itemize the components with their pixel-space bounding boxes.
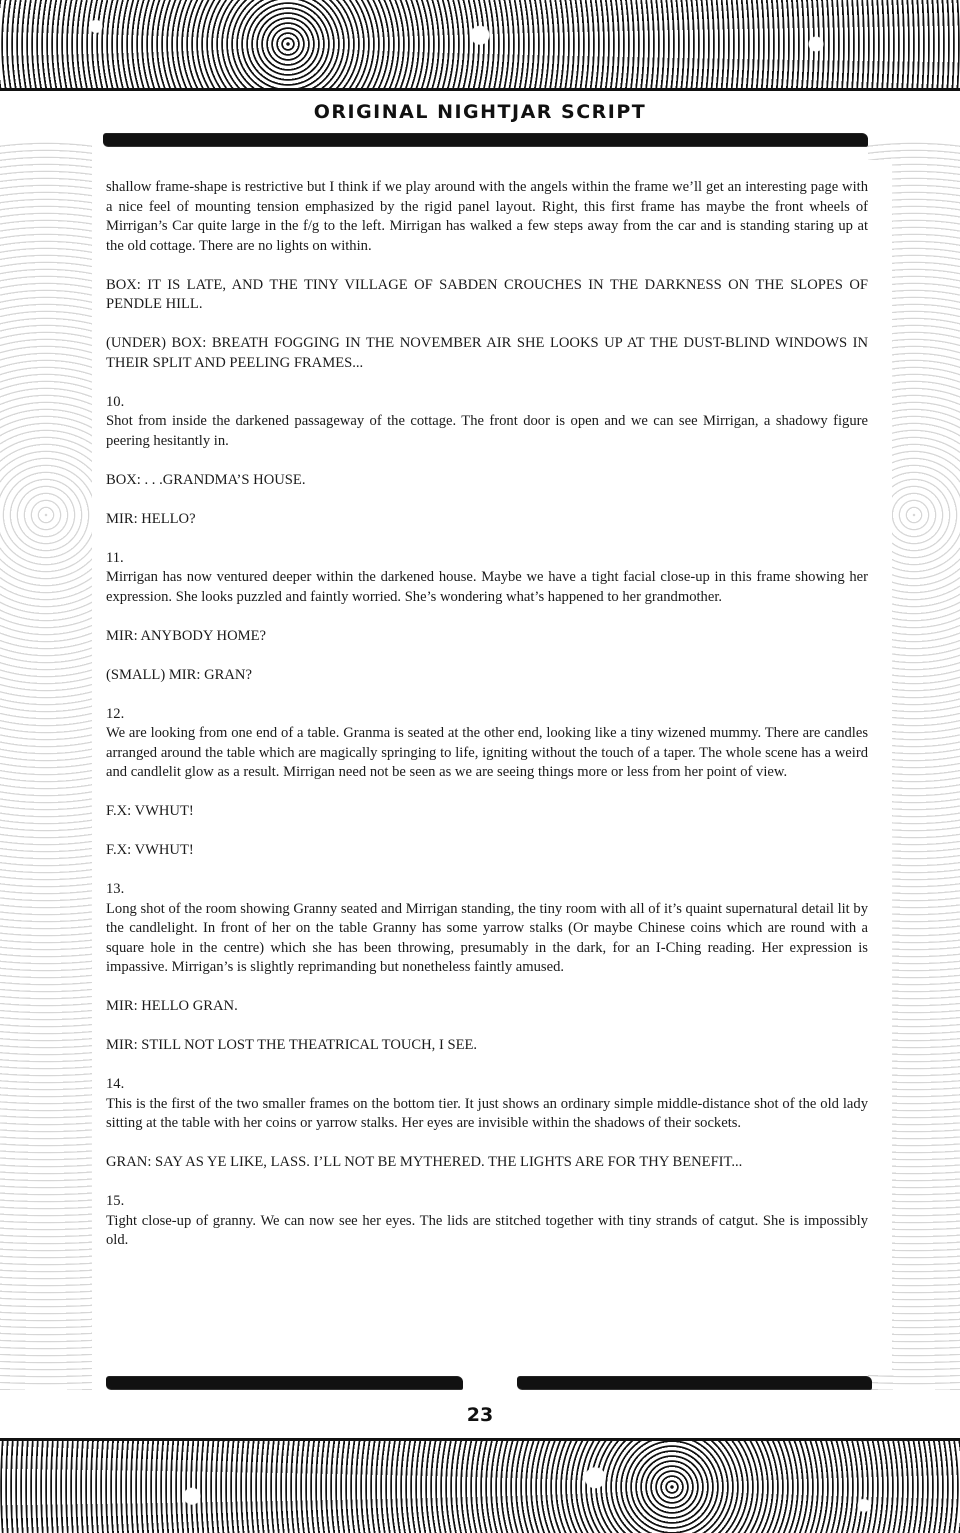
page-title: ORIGINAL NIGHTJAR SCRIPT (313, 101, 647, 123)
footer-divider-left (106, 1377, 463, 1389)
paragraph-panel-13: 13. Long shot of the room showing Granny seated and Mirrigan standing, the tiny room with all of it’s quaint supernatural detail lit by the candlelight. In front of her on the table Granny has some yarrow stalks (Or maybe Chinese coins which are round with a square hole in the centre) which she has been throwing, presumably in the dark, for an I-Ching reading. Her expression is impassive. Mirrigan’s is slightly reprimanding but nonetheless faintly amused. (106, 881, 868, 975)
page-number: 23 (466, 1404, 494, 1426)
paragraph-intro: shallow frame-shape is restrictive but I think if we play around with the angels within the frame we’ll get an interesting page with a nice feel of mounting tension emphasized by the rigid panel layout. Right, this first frame has maybe the front wheels of Mirrigan’s Car quite large in the f/g to the left. Mirrigan has walked a few steps away from the car and is standing staring up at the old cottage. There are no lights on within. (106, 179, 868, 254)
paragraph-fx-1: F.X: VWHUT! (106, 803, 194, 819)
paragraph-panel-11: 11. Mirrigan has now ventured deeper within the darkened house. Maybe we have a tight facial close-up in this frame showing her expression. She looks puzzled and faintly worried. She’s wondering what’s happened to her grandmother. (106, 549, 868, 605)
paragraph-dialogue-gran-reply: GRAN: SAY AS YE LIKE, LASS. I’LL NOT BE MYTHERED. THE LIGHTS ARE FOR THY BENEFIT... (106, 1154, 743, 1170)
paragraph-dialogue-anybody: MIR: ANYBODY HOME? (106, 627, 266, 644)
paragraph-under-box: (UNDER) BOX: BREATH FOGGING IN THE NOVEMBER AIR SHE LOOKS UP AT THE DUST-BLIND WINDOWS IN THEIR SPLIT AND PEELING FRAMES... (106, 335, 868, 371)
paragraph-fx-2: F.X: VWHUT! (106, 842, 194, 858)
footer-divider-right (517, 1377, 872, 1389)
paragraph-box-1: BOX: IT IS LATE, AND THE TINY VILLAGE OF SABDEN CROUCHES IN THE DARKNESS ON THE SLOPES OF PENDLE HILL. (106, 276, 868, 312)
paragraph-panel-14: 14. This is the first of the two smaller frames on the bottom tier. It just shows an ordinary simple middle-distance shot of the old lady sitting at the table with her coins or yarrow stalks. Her eyes are invisible within the shadows of their sockets. (106, 1076, 868, 1131)
paragraph-dialogue-hello-gran: MIR: HELLO GRAN. (106, 998, 238, 1014)
left-border-illustration (0, 140, 92, 1390)
bottom-border-illustration (0, 1438, 960, 1533)
header-divider (103, 134, 868, 146)
paragraph-dialogue-gran: (SMALL) MIR: GRAN? (106, 666, 252, 683)
script-text (106, 178, 868, 1270)
paragraph-panel-15: 15. Tight close-up of granny. We can now see her eyes. The lids are stitched together with tiny strands of catgut. She is impossibly old. (106, 1193, 868, 1248)
paragraph-box-2: BOX: . . .GRANDMA’S HOUSE. (106, 471, 306, 488)
paragraph-panel-10: 10. Shot from inside the darkened passageway of the cottage. The front door is open and we can see Mirrigan, a shadowy figure peering hesitantly in. (106, 393, 868, 449)
paragraph-dialogue-theatrical: MIR: STILL NOT LOST THE THEATRICAL TOUCH, I SEE. (106, 1037, 478, 1053)
top-border-illustration (0, 0, 960, 91)
paragraph-dialogue-hello: MIR: HELLO? (106, 510, 196, 527)
paragraph-panel-12: 12. We are looking from one end of a table. Granma is seated at the other end, looking like a tiny wizened mummy. There are candles arranged around the table which are magically springing to life, igniting without the touch of a taper. The whole scene has a weird and candlelit glow as a result. Mirrigan need not be seen as we are seeing things more or less from her point of view. (106, 705, 868, 780)
